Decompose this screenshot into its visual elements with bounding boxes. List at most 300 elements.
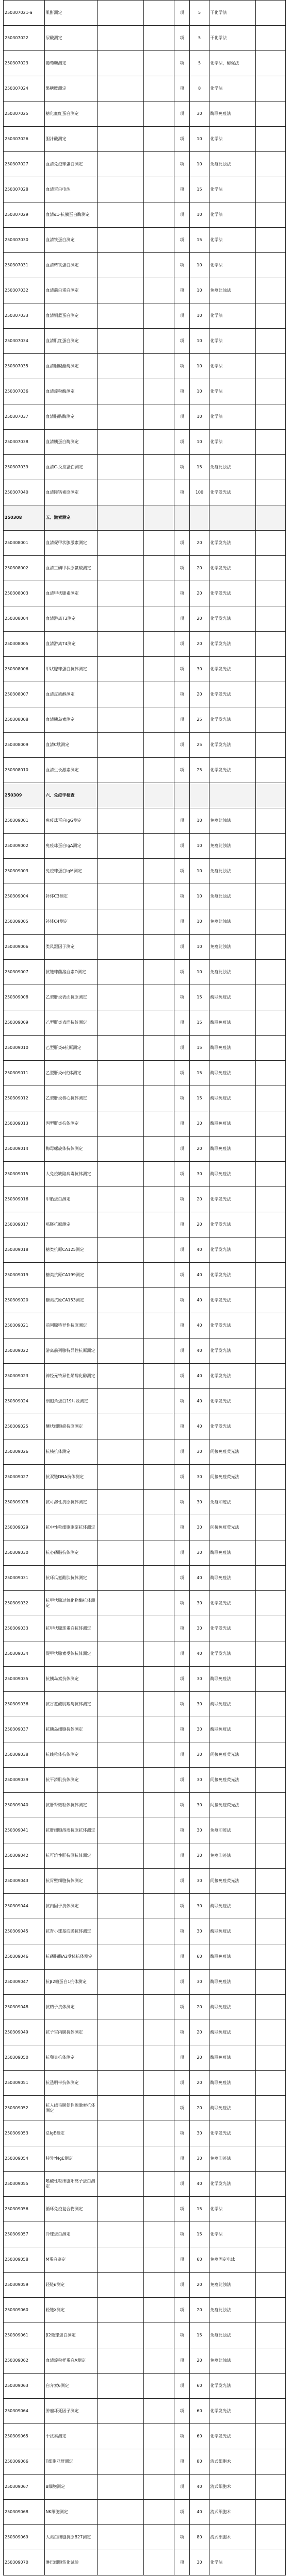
table-row	[4, 1364, 286, 1389]
unit-cell: 项	[174, 278, 190, 303]
table-row	[4, 1263, 286, 1288]
note-cell	[255, 2323, 285, 2348]
table-row	[4, 2550, 286, 2575]
unit-cell: 项	[174, 1313, 190, 1338]
code-cell: 250307036	[4, 379, 45, 404]
method-cell: 化学发光法	[209, 2399, 255, 2424]
unit-cell: 项	[174, 1995, 190, 2020]
name-cell: 白介素6测定	[44, 2374, 98, 2399]
method-cell: 免疫比浊法	[209, 455, 255, 480]
name-cell: 糖化血红蛋白测定	[44, 101, 98, 127]
table-row	[4, 1490, 286, 1515]
content-cell	[98, 1137, 144, 1162]
unit-cell: 项	[174, 1490, 190, 1515]
method-cell: 化学发光法	[209, 1389, 255, 1414]
price-cell: 30	[190, 1894, 209, 1919]
content-cell	[98, 2399, 144, 2424]
unit-cell: 项	[174, 808, 190, 834]
price-cell: 15	[190, 228, 209, 253]
code-cell: 250309061	[4, 2323, 45, 2348]
code-cell: 250308007	[4, 682, 45, 707]
method-cell: 化学法	[209, 76, 255, 101]
price-cell: 30	[190, 1616, 209, 1641]
price-cell: 30	[190, 2550, 209, 2575]
note-cell	[255, 1995, 285, 2020]
exclusion-cell	[144, 556, 174, 581]
exclusion-cell	[144, 1995, 174, 2020]
content-cell	[98, 2172, 144, 2197]
name-cell: 血清α1-抗胰蛋白酶测定	[44, 202, 98, 228]
code-cell: 250307040	[4, 480, 45, 505]
exclusion-cell	[144, 1843, 174, 1869]
table-row	[4, 228, 286, 253]
note-cell	[255, 455, 285, 480]
exclusion-cell	[144, 1641, 174, 1667]
exclusion-cell	[144, 682, 174, 707]
content-cell	[98, 1111, 144, 1137]
exclusion-cell	[144, 632, 174, 657]
exclusion-cell	[144, 834, 174, 859]
price-cell: 20	[190, 531, 209, 556]
name-cell: 血清皮质醇测定	[44, 682, 98, 707]
note-cell	[255, 480, 285, 505]
content-cell	[98, 2197, 144, 2222]
price-cell: 20	[190, 1995, 209, 2020]
table-row	[4, 2475, 286, 2500]
code-cell: 250309070	[4, 2550, 45, 2575]
code-cell: 250309037	[4, 1717, 45, 1742]
method-cell: 化学发光法	[209, 682, 255, 707]
method-cell: 酶联免疫法	[209, 2071, 255, 2096]
note-cell	[255, 935, 285, 960]
unit-cell: 项	[174, 657, 190, 682]
note-cell	[255, 2374, 285, 2399]
price-cell: 20	[190, 1187, 209, 1212]
exclusion-cell	[144, 859, 174, 884]
code-cell: 250307022	[4, 26, 45, 51]
method-cell: 酶联免疫法	[209, 1919, 255, 1944]
table-row	[4, 1439, 286, 1465]
unit-cell: 项	[174, 1364, 190, 1389]
price-cell: 15	[190, 1061, 209, 1086]
table-row	[4, 152, 286, 177]
table-row	[4, 379, 286, 404]
exclusion-cell	[144, 152, 174, 177]
content-cell	[98, 1490, 144, 1515]
table-row	[4, 1818, 286, 1843]
note-cell	[255, 505, 285, 531]
note-cell	[255, 531, 285, 556]
unit-cell: 项	[174, 581, 190, 606]
note-cell	[255, 657, 285, 682]
code-cell: 250307034	[4, 329, 45, 354]
name-cell: 免疫球蛋白IgG测定	[44, 808, 98, 834]
name-cell: 游离前列腺特异性抗原测定	[44, 1338, 98, 1364]
unit-cell: 项	[174, 1036, 190, 1061]
method-cell: 间接免疫荧光法	[209, 1439, 255, 1465]
price-cell: 60	[190, 2374, 209, 2399]
code-cell: 250309046	[4, 1944, 45, 1970]
table-row	[4, 1212, 286, 1238]
note-cell	[255, 1515, 285, 1540]
method-cell: 酶联免疫法	[209, 1566, 255, 1591]
method-cell: 间接免疫荧光法	[209, 1515, 255, 1540]
unit-cell: 项	[174, 2399, 190, 2424]
name-cell: 血清胰岛素测定	[44, 707, 98, 733]
content-cell	[98, 985, 144, 1010]
exclusion-cell	[144, 1439, 174, 1465]
method-cell: 化学法	[209, 2222, 255, 2247]
unit-cell: 项	[174, 2348, 190, 2374]
note-cell	[255, 1843, 285, 1869]
method-cell: 酶联免疫法	[209, 1086, 255, 1111]
unit-cell: 项	[174, 1238, 190, 1263]
code-cell: 250309	[4, 783, 45, 808]
price-cell: 40	[190, 1389, 209, 1414]
code-cell: 250309008	[4, 985, 45, 1010]
name-cell: 尿酸测定	[44, 26, 98, 51]
name-cell: 免疫球蛋白IgA测定	[44, 834, 98, 859]
content-cell	[98, 859, 144, 884]
unit-cell: 项	[174, 2323, 190, 2348]
content-cell	[98, 202, 144, 228]
unit-cell: 项	[174, 2550, 190, 2575]
price-cell: 20	[190, 1212, 209, 1238]
unit-cell: 项	[174, 834, 190, 859]
note-cell	[255, 1111, 285, 1137]
price-cell: 15	[190, 1086, 209, 1111]
name-cell: 血清铜蓝蛋白测定	[44, 303, 98, 329]
content-cell	[98, 1641, 144, 1667]
content-cell	[98, 1793, 144, 1818]
table-row	[4, 606, 286, 632]
name-cell: 抗透明带抗体测定	[44, 2071, 98, 2096]
code-cell: 250309063	[4, 2374, 45, 2399]
method-cell: 免疫比浊法	[209, 2348, 255, 2374]
unit-cell: 项	[174, 606, 190, 632]
code-cell: 250307028	[4, 177, 45, 202]
note-cell	[255, 26, 285, 51]
code-cell: 250309052	[4, 2096, 45, 2121]
method-cell: 化学发光法	[209, 480, 255, 505]
table-row	[4, 1288, 286, 1313]
table-row	[4, 758, 286, 783]
unit-cell: 项	[174, 1667, 190, 1692]
content-cell	[98, 1086, 144, 1111]
unit-cell: 项	[174, 2071, 190, 2096]
name-cell: 抗卵巢抗体测定	[44, 2045, 98, 2071]
note-cell	[255, 404, 285, 430]
code-cell: 250307029	[4, 202, 45, 228]
method-cell: 化学法	[209, 379, 255, 404]
method-cell: 化学发光法	[209, 632, 255, 657]
note-cell	[255, 2146, 285, 2172]
unit-cell	[174, 505, 190, 531]
price-cell: 20	[190, 682, 209, 707]
content-cell	[98, 1995, 144, 2020]
method-cell: 酶联免疫法	[209, 2045, 255, 2071]
name-cell: 循环免疫复合物测定	[44, 2197, 98, 2222]
content-cell	[98, 1970, 144, 1995]
code-cell: 250309043	[4, 1869, 45, 1894]
name-cell: 血清脂肪酶测定	[44, 404, 98, 430]
name-cell: 抗双链DNA抗体测定	[44, 1465, 98, 1490]
content-cell	[98, 177, 144, 202]
price-cell: 40	[190, 1414, 209, 1439]
name-cell: 冷球蛋白测定	[44, 2222, 98, 2247]
unit-cell: 项	[174, 76, 190, 101]
method-cell: 化学法	[209, 253, 255, 278]
note-cell	[255, 76, 285, 101]
price-cell: 25	[190, 707, 209, 733]
exclusion-cell	[144, 1288, 174, 1313]
note-cell	[255, 1061, 285, 1086]
name-cell: 前列腺特异性抗原测定	[44, 1313, 98, 1338]
content-cell	[98, 935, 144, 960]
method-cell: 化学发光法	[209, 1616, 255, 1641]
table-row	[4, 480, 286, 505]
price-cell: 30	[190, 657, 209, 682]
content-cell	[98, 2323, 144, 2348]
name-cell: 抗可溶性肝抗原抗体测定	[44, 1843, 98, 1869]
price-cell: 40	[190, 1364, 209, 1389]
table-row	[4, 1894, 286, 1919]
price-cell: 30	[190, 2121, 209, 2146]
method-cell: 免疫比浊法	[209, 152, 255, 177]
price-cell: 30	[190, 1439, 209, 1465]
code-cell: 250309001	[4, 808, 45, 834]
code-cell: 250309011	[4, 1061, 45, 1086]
unit-cell: 项	[174, 2525, 190, 2550]
method-cell: 干化学法	[209, 26, 255, 51]
unit-cell: 项	[174, 430, 190, 455]
table-row	[4, 1313, 286, 1338]
price-cell: 10	[190, 404, 209, 430]
code-cell: 250309048	[4, 1995, 45, 2020]
unit-cell: 项	[174, 1162, 190, 1187]
method-cell: 免疫印迹法	[209, 1843, 255, 1869]
table-row	[4, 2525, 286, 2550]
exclusion-cell	[144, 1162, 174, 1187]
note-cell	[255, 51, 285, 76]
content-cell	[98, 606, 144, 632]
table-row	[4, 51, 286, 76]
price-cell: 10	[190, 960, 209, 985]
unit-cell: 项	[174, 2197, 190, 2222]
content-cell	[98, 1389, 144, 1414]
code-cell: 250309045	[4, 1919, 45, 1944]
name-cell: 抗核抗体测定	[44, 1439, 98, 1465]
name-cell: 五、激素测定	[44, 505, 98, 531]
name-cell: 果糖胺测定	[44, 76, 98, 101]
price-cell: 40	[190, 1338, 209, 1364]
code-cell: 250309006	[4, 935, 45, 960]
code-cell: 250309053	[4, 2121, 45, 2146]
table-row	[4, 1768, 286, 1793]
unit-cell: 项	[174, 329, 190, 354]
table-row	[4, 1995, 286, 2020]
content-cell	[98, 278, 144, 303]
code-cell: 250307024	[4, 76, 45, 101]
table-row	[4, 2172, 286, 2197]
table-row	[4, 1742, 286, 1768]
price-cell: 40	[190, 1313, 209, 1338]
note-cell	[255, 1263, 285, 1288]
method-cell: 间接免疫荧光法	[209, 1869, 255, 1894]
name-cell: 抗肝肾微粒体抗体测定	[44, 1793, 98, 1818]
content-cell	[98, 2550, 144, 2575]
table-row	[4, 430, 286, 455]
name-cell: 糖类抗原CA125测定	[44, 1238, 98, 1263]
exclusion-cell	[144, 202, 174, 228]
table-row	[4, 1793, 286, 1818]
content-cell	[98, 1591, 144, 1616]
exclusion-cell	[144, 2045, 174, 2071]
exclusion-cell	[144, 1238, 174, 1263]
price-cell: 30	[190, 1692, 209, 1717]
name-cell: 血清降钙素原测定	[44, 480, 98, 505]
content-cell	[98, 2449, 144, 2475]
name-cell: 抗内因子抗体测定	[44, 1894, 98, 1919]
note-cell	[255, 2449, 285, 2475]
method-cell: 流式细胞术	[209, 2449, 255, 2475]
price-cell: 10	[190, 253, 209, 278]
note-cell	[255, 2399, 285, 2424]
exclusion-cell	[144, 430, 174, 455]
code-cell: 250309033	[4, 1616, 45, 1641]
content-cell	[98, 1768, 144, 1793]
name-cell: 抗线粒体抗体测定	[44, 1742, 98, 1768]
method-cell: 酶联免疫法	[209, 1010, 255, 1036]
content-cell	[98, 354, 144, 379]
table-row	[4, 1338, 286, 1364]
exclusion-cell	[144, 51, 174, 76]
note-cell	[255, 859, 285, 884]
content-cell	[98, 127, 144, 152]
price-cell: 40	[190, 1566, 209, 1591]
method-cell: 化学发光法	[209, 556, 255, 581]
method-cell: 化学法	[209, 2197, 255, 2222]
method-cell: 免疫比浊法	[209, 2298, 255, 2323]
unit-cell: 项	[174, 884, 190, 909]
price-cell: 8	[190, 76, 209, 101]
code-cell: 250309010	[4, 1036, 45, 1061]
table-row	[4, 2020, 286, 2045]
unit-cell: 项	[174, 1818, 190, 1843]
name-cell: 乙型肝炎e抗体测定	[44, 1061, 98, 1086]
code-cell: 250309064	[4, 2399, 45, 2424]
content-cell	[98, 1263, 144, 1288]
price-cell: 15	[190, 2222, 209, 2247]
code-cell: 250307023	[4, 51, 45, 76]
unit-cell: 项	[174, 1970, 190, 1995]
note-cell	[255, 1793, 285, 1818]
name-cell: 抗子宫内膜抗体测定	[44, 2020, 98, 2045]
exclusion-cell	[144, 2247, 174, 2273]
exclusion-cell	[144, 2273, 174, 2298]
code-cell: 250307026	[4, 127, 45, 152]
exclusion-cell	[144, 2020, 174, 2045]
price-cell: 15	[190, 1010, 209, 1036]
code-cell: 250309007	[4, 960, 45, 985]
content-cell	[98, 733, 144, 758]
price-cell: 30	[190, 2146, 209, 2172]
unit-cell: 项	[174, 1742, 190, 1768]
code-cell: 250309014	[4, 1137, 45, 1162]
unit-cell: 项	[174, 2298, 190, 2323]
name-cell: 抗肝细胞溶质抗原抗体测定	[44, 1818, 98, 1843]
name-cell: 甲状腺球蛋白抗体测定	[44, 657, 98, 682]
code-cell: 250308006	[4, 657, 45, 682]
method-cell: 化学发光法	[209, 1212, 255, 1238]
method-cell: 免疫印迹法	[209, 1818, 255, 1843]
note-cell	[255, 733, 285, 758]
table-row	[4, 1540, 286, 1566]
method-cell: 化学发光法	[209, 733, 255, 758]
code-cell: 250309065	[4, 2424, 45, 2449]
content-cell	[98, 430, 144, 455]
note-cell	[255, 127, 285, 152]
unit-cell: 项	[174, 2096, 190, 2121]
method-cell: 化学法	[209, 2550, 255, 2575]
price-cell	[190, 783, 209, 808]
method-cell: 化学法	[209, 202, 255, 228]
exclusion-cell	[144, 1036, 174, 1061]
table-row	[4, 909, 286, 935]
exclusion-cell	[144, 2525, 174, 2550]
name-cell: 肿瘤坏死因子测定	[44, 2399, 98, 2424]
note-cell	[255, 1490, 285, 1515]
note-cell	[255, 581, 285, 606]
price-cell: 30	[190, 1793, 209, 1818]
code-cell: 250309054	[4, 2146, 45, 2172]
content-cell	[98, 1667, 144, 1692]
content-cell	[98, 1313, 144, 1338]
table-row	[4, 2197, 286, 2222]
note-cell	[255, 1338, 285, 1364]
code-cell: 250309069	[4, 2525, 45, 2550]
method-cell: 化学法	[209, 228, 255, 253]
exclusion-cell	[144, 278, 174, 303]
content-cell	[98, 2146, 144, 2172]
exclusion-cell	[144, 657, 174, 682]
method-cell: 流式细胞术	[209, 2475, 255, 2500]
exclusion-cell	[144, 2222, 174, 2247]
code-cell: 250308	[4, 505, 45, 531]
name-cell: 葡萄糖测定	[44, 51, 98, 76]
method-cell: 化学法	[209, 127, 255, 152]
table-row	[4, 657, 286, 682]
name-cell: 丙型肝炎抗体测定	[44, 1111, 98, 1137]
note-cell	[255, 1288, 285, 1313]
content-cell	[98, 707, 144, 733]
method-cell: 间接免疫荧光法	[209, 1742, 255, 1768]
note-cell	[255, 985, 285, 1010]
exclusion-cell	[144, 707, 174, 733]
table-row	[4, 985, 286, 1010]
price-cell: 30	[190, 1162, 209, 1187]
code-cell: 250309016	[4, 1187, 45, 1212]
unit-cell: 项	[174, 1263, 190, 1288]
unit-cell: 项	[174, 354, 190, 379]
unit-cell: 项	[174, 152, 190, 177]
name-cell: 血清C-反应蛋白测定	[44, 455, 98, 480]
note-cell	[255, 1439, 285, 1465]
table-row	[4, 1187, 286, 1212]
name-cell: M蛋白鉴定	[44, 2247, 98, 2273]
code-cell: 250309041	[4, 1818, 45, 1843]
table-row	[4, 2399, 286, 2424]
